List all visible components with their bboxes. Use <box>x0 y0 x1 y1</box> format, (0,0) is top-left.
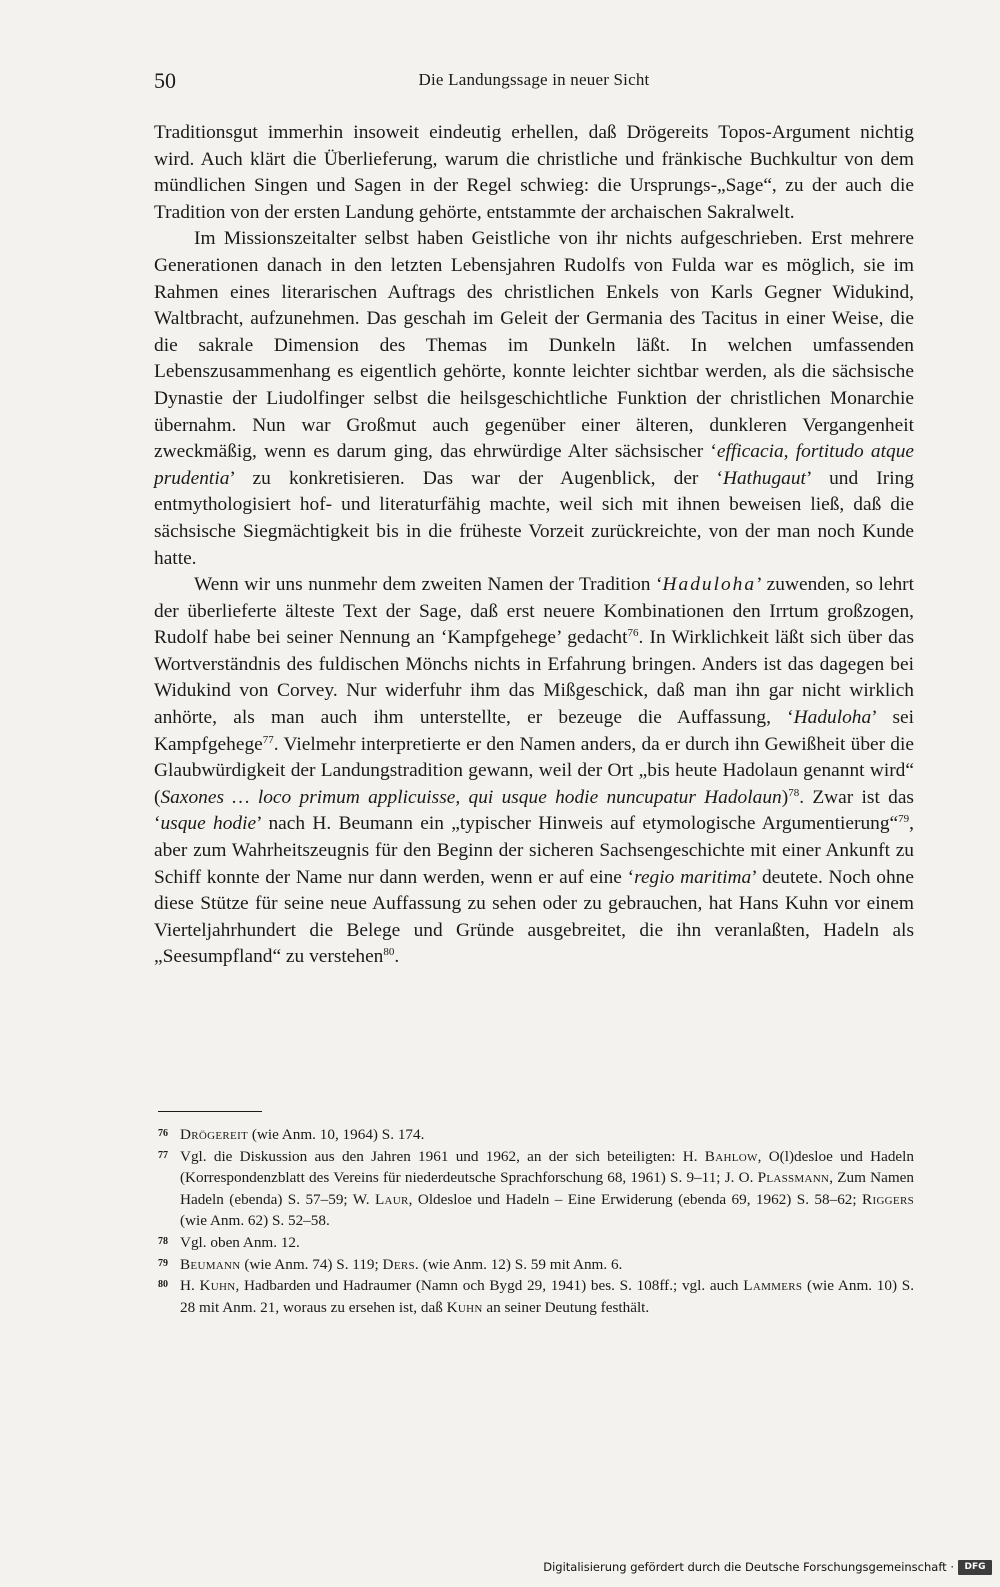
main-text <box>154 120 914 971</box>
footnote-ref-77[interactable]: 77 <box>262 733 274 746</box>
footnote-text: , Hadbarden und Hadraumer (Namn och Bygd 29, 1941) bes. S. 108ff.; vgl. auch <box>235 1277 744 1295</box>
author-name: Plassmann <box>757 1169 830 1187</box>
p3-text-a: Wenn wir uns nunmehr dem zweiten Namen der Tradition ‘ <box>194 574 663 596</box>
footnote-ref-80[interactable]: 80 <box>383 946 395 959</box>
p3-text-p: . <box>394 946 400 968</box>
footnote-text: (wie Anm. 12) S. 59 mit Anm. 6. <box>419 1255 623 1273</box>
footnote-ref-79[interactable]: 79 <box>898 813 910 826</box>
footnote-79 <box>158 1254 914 1276</box>
p3-text-l: ’ nach H. Beumann ein „typischer Hinweis auf etymologische Argumentierung“ <box>256 813 899 835</box>
p2-text-e: ’ und Iring entmythologisiert hof- und literaturfähig machte, weil sich mit ihnen beweisen ließ, daß die sächsische Siegmächtigkeit bis in die früheste Vorzeit zurückreichte, von der man noch Kunde hatte. <box>154 467 914 569</box>
author-name: Kuhn <box>199 1277 236 1295</box>
footnote-text: (wie Anm. 10, 1964) S. 174. <box>248 1126 425 1143</box>
author-name: Drögereit <box>180 1126 249 1143</box>
author-name: Ders. <box>382 1255 419 1273</box>
paragraph-3 <box>154 572 914 971</box>
footnote-text: , O(l)desloe und Hadeln (Korrespondenzblatt des Vereins für niederdeutsche Sprachforschung 68, 1961) S. 9–11; J. O. <box>180 1147 914 1187</box>
digitization-footer <box>543 1555 1000 1579</box>
p3-text-d: . In Wirklichkeit läßt sich über das Wortverständnis des fuldischen Mönchs nichts in Erfahrung bringen. Anders ist das dagegen bei Widukind von Corvey. Nur widerfuhr ihm das Mißgeschick, daß man ihn gar nicht wirklich anhörte, als man auch ihm unterstellte, er bezeuge die Auffassung, ‘ <box>154 627 915 729</box>
footnote-number: 76 <box>158 1128 168 1139</box>
footnote-text: , Oldesloe und Hadeln – Eine Erwiderung (ebenda 69, 1962) S. 58–62; <box>408 1190 863 1208</box>
footnote-text: , Zum Namen Hadeln (ebenda) S. 57–59; W. <box>180 1169 914 1208</box>
footnote-divider <box>158 1111 262 1112</box>
p3-text-o: ’ deutete. Noch ohne diese Stütze für seine neue Auffassung zu sehen oder zu gebrauchen, hat Hans Kuhn vor einem Vierteljahrhundert die Belege und Gründe ausgebreitet, die ihn veranlaßten, Hadeln als „Seesumpfland“ zu verstehen <box>154 866 914 968</box>
footnote-80 <box>158 1275 914 1318</box>
p3-text-m: , aber zum Wahrheitszeugnis für den Beginn der sicheren Sachsengeschichte mit einer Ankunft zu Schiff konnte der Name nur dann werden, wenn er auf eine ‘ <box>154 813 914 888</box>
p3-text-j: . Zwar ist das ‘ <box>154 786 914 835</box>
page-header <box>154 64 914 94</box>
footnote-text: (wie Anm. 74) S. 119; <box>240 1255 383 1273</box>
footnote-number: 80 <box>158 1279 168 1291</box>
paragraph-1 <box>154 120 914 226</box>
p2-italic-quote: efficacia, fortitudo atque prudentia <box>154 441 914 489</box>
p2-text-c: ’ zu konkretisieren. Das war der Augenblick, der ‘ <box>229 467 723 489</box>
footnote-number: 77 <box>158 1149 168 1161</box>
footnote-ref-76[interactable]: 76 <box>627 627 639 640</box>
footnote-text: (wie Anm. 10) S. 28 mit Anm. 21, woraus zu ersehen ist, daß <box>180 1277 914 1316</box>
author-name: Riggers <box>862 1190 915 1208</box>
p3-italic-haduloha: Haduloha <box>662 574 757 596</box>
author-name: Laur <box>374 1190 409 1208</box>
p2-text-a: Im Missionszeitalter selbst haben Geistliche von ihr nichts aufgeschrieben. Erst mehrere Generationen danach in den letzten Lebensjahren Rudolfs von Fulda war es möglich, sie im Rahmen eines literarischen Auftrags des christlichen Enkels von Karls Gegner Widukind, Waltbracht, aufzunehmen. Das geschah im Geleit der Germania des Tacitus in einer Weise, die die sakrale Dimension des Themas im Dunkeln läßt. In welchen umfassenden Lebenszusammenhang es eigentlich gehörte, konnte leichter sichtbar werden, als die sächsische Dynastie der Liudolfinger selbst die heilsgeschichtliche Funktion der christlichen Monarchie übernahm. Nun war Großmut auch gegenüber einer älteren, dunkleren Vergangenheit zweckmäßig, wenn es darum ging, das ehrwürdige Alter sächsischer ‘ <box>154 228 914 463</box>
footnote-text: Vgl. die Diskussion aus den Jahren 1961 und 1962, an der sich beteiligten: H. <box>180 1147 705 1165</box>
p3-text-f: ’ sei Kampfgehege <box>154 707 914 755</box>
footnote-number: 79 <box>158 1257 168 1269</box>
paragraph-1-text: Traditionsgut immerhin insoweit eindeutig erhellen, daß Drögereits Topos-Argument nichtig wird. Auch klärt die Überlieferung, warum die christliche und fränkische Buchkultur von dem mündlichen Singen und Sagen in der Regel schwieg: die Ursprungs-„Sage“, zu der auch die Tradition von der ersten Landung gehörte, entstammte der archaischen Sakralwelt. <box>154 122 914 223</box>
author-name: Bahlow <box>704 1147 758 1165</box>
paragraph-2 <box>154 226 914 572</box>
author-name: Kuhn <box>446 1298 483 1316</box>
running-title: Die Landungssage in neuer Sicht <box>418 70 650 89</box>
author-name: Beumann <box>180 1255 241 1273</box>
footnote-number: 78 <box>158 1235 168 1247</box>
funding-notice: Digitalisierung gefördert durch die Deutsche Forschungsgemeinschaft · <box>543 1560 954 1574</box>
p3-text-i: ) <box>781 786 789 808</box>
footnote-78 <box>158 1232 914 1254</box>
p3-italic-haduloha-2: Haduloha <box>793 707 872 729</box>
footnotes <box>158 1124 914 1318</box>
p3-italic-usque-hodie: usque hodie <box>160 813 257 835</box>
footnote-text: Vgl. oben Anm. 12. <box>180 1233 300 1251</box>
p2-italic-hathugaut: Hathugaut <box>722 467 806 489</box>
footnote-ref-78[interactable]: 78 <box>788 786 800 799</box>
footnote-77 <box>158 1146 914 1232</box>
page-number: 50 <box>154 68 176 93</box>
p3-italic-regio-maritima: regio maritima <box>634 866 752 888</box>
footnote-text: an seiner Deutung festhält. <box>482 1298 650 1316</box>
p3-text-c: ’ zuwenden, so lehrt der überlieferte älteste Text der Sage, daß erst neuere Kombinationen den Irrtum großzogen, Rudolf habe bei seiner Nennung an ‘Kampfgehege’ gedacht <box>154 574 914 649</box>
p3-text-g: . Vielmehr interpretierte er den Namen anders, da er durch ihn Gewißheit über die Glaubwürdigkeit der Landungstradition gewann, weil der Ort „bis heute Hadolaun genannt wird“ ( <box>154 733 914 808</box>
footnote-text: (wie Anm. 62) S. 52–58. <box>180 1212 330 1230</box>
author-name: Lammers <box>743 1277 803 1295</box>
footnote-76 <box>158 1124 914 1146</box>
dfg-logo-icon: DFG <box>958 1560 992 1575</box>
footnote-text: H. <box>180 1277 200 1295</box>
p3-italic-latin-quote: Saxones … loco primum applicuisse, qui usque hodie nuncupatur Hadolaun <box>160 786 782 808</box>
